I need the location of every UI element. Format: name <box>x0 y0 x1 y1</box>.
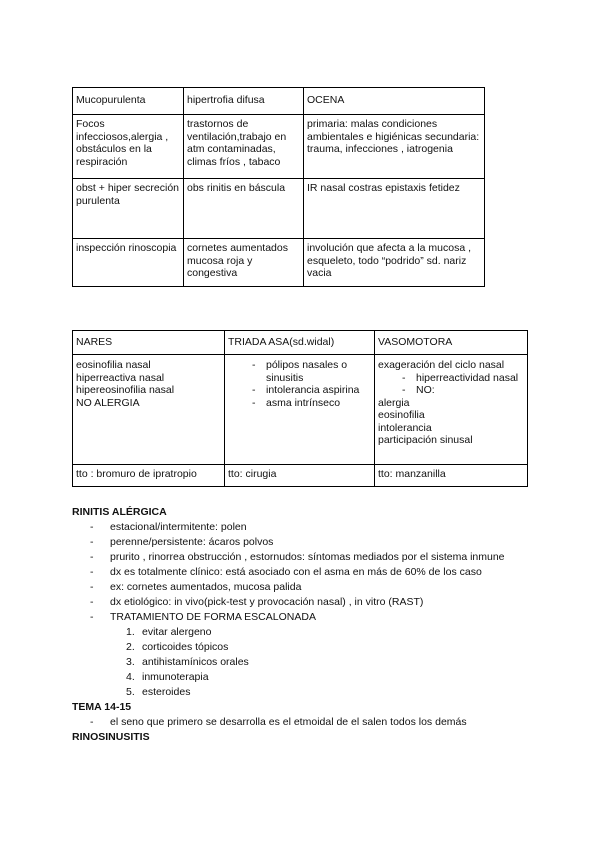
text-line: participación sinusal <box>378 434 473 446</box>
table-header-cell: VASOMOTORA <box>375 331 528 355</box>
table-header-cell: NARES <box>73 331 225 355</box>
list-number: 4. <box>126 671 135 683</box>
list-item <box>72 625 532 640</box>
list-item-text: inmunoterapia <box>142 671 209 683</box>
list-item: - estacional/intermitente: polen <box>72 520 532 535</box>
list-item <box>72 685 532 700</box>
asa-cell <box>225 355 375 465</box>
list-item <box>72 670 532 685</box>
treatment-list <box>72 625 532 700</box>
list-item: - hiperreactividad nasal <box>398 372 524 385</box>
list-item: - TRATAMIENTO DE FORMA ESCALONADA <box>72 610 532 625</box>
table-row <box>73 331 528 355</box>
list-item: - asma intrínseco <box>248 397 371 410</box>
table-cell: IR nasal costras epistaxis fetidez <box>304 179 485 239</box>
tema-bullets <box>72 715 532 730</box>
table-cell: Focos infecciosos,alergia , obstáculos en la respiración <box>73 115 184 179</box>
list-item: - ex: cornetes aumentados, mucosa palida <box>72 580 532 595</box>
table-row <box>73 115 485 179</box>
text-line: NO ALERGIA <box>76 396 140 409</box>
table-cell: Mucopurulenta <box>73 88 184 115</box>
list-number: 3. <box>126 656 135 668</box>
vasomotora-cell <box>375 355 528 465</box>
table-row <box>73 179 485 239</box>
list-item-text: antihistamínicos orales <box>142 656 249 668</box>
list-item: - prurito , rinorrea obstrucción , estornudos: síntomas mediados por el sistema inmune <box>72 550 532 565</box>
section-heading: RINOSINUSITIS <box>72 731 150 743</box>
text-line: eosinofilia nasal <box>76 359 151 371</box>
text-line: intolerancia <box>378 421 432 434</box>
rinitis-section <box>72 505 532 745</box>
table-cell: hipertrofia difusa <box>184 88 304 115</box>
list-item: - intolerancia aspirina <box>248 384 371 397</box>
table-header-cell: TRIADA ASA(sd.widal) <box>225 331 375 355</box>
table-row <box>73 465 528 487</box>
table-cell: tto : bromuro de ipratropio <box>73 465 225 487</box>
list-item-text: evitar alergeno <box>142 626 212 638</box>
list-item <box>72 640 532 655</box>
list-item-text: corticoides tópicos <box>142 641 229 653</box>
rinitis-bullets <box>72 520 532 625</box>
text-line: alergia <box>378 396 410 409</box>
list-number: 1. <box>126 626 135 638</box>
list-item <box>72 655 532 670</box>
vaso-list <box>378 372 524 397</box>
section-heading: RINITIS ALÉRGICA <box>72 506 167 518</box>
table-row <box>73 355 528 465</box>
nares-cell <box>73 355 225 465</box>
list-item: - el seno que primero se desarrolla es el etmoidal de el salen todos los demás <box>72 715 532 730</box>
list-item: - pólipos nasales o sinusitis <box>248 359 371 384</box>
text-line: exageración del ciclo nasal <box>378 359 505 371</box>
table-rhinitis-comparison <box>72 330 528 487</box>
table-cell: OCENA <box>304 88 485 115</box>
table-cell: tto: manzanilla <box>375 465 528 487</box>
table-cell: trastornos de ventilación,trabajo en atm contaminadas, climas fríos , tabaco <box>184 115 304 179</box>
list-item: - dx es totalmente clínico: está asociado con el asma en más de 60% de los caso <box>72 565 532 580</box>
list-item-text: esteroides <box>142 686 191 698</box>
table-cell: tto: cirugia <box>225 465 375 487</box>
list-number: 2. <box>126 641 135 653</box>
table-cell: involución que afecta a la mucosa , esqueleto, todo “podrido” sd. nariz vacia <box>304 239 485 287</box>
table-row <box>73 88 485 115</box>
table-cell: inspección rinoscopia <box>73 239 184 287</box>
list-number: 5. <box>126 686 135 698</box>
table-cell: cornetes aumentados mucosa roja y congestiva <box>184 239 304 287</box>
text-line: eosinofilia <box>378 409 425 421</box>
table-cell: obs rinitis en báscula <box>184 179 304 239</box>
table-rhinitis-types <box>72 87 485 287</box>
text-line: hiperreactiva nasal <box>76 371 165 384</box>
table-row <box>73 239 485 287</box>
table-cell: primaria: malas condiciones ambientales e higiénicas secundaria: trauma, infecciones , iatrogenia <box>304 115 485 179</box>
section-heading: TEMA 14-15 <box>72 701 132 713</box>
list-item: - dx etiológico: in vivo(pick-test y provocación nasal) , in vitro (RAST) <box>72 595 532 610</box>
text-line: hipereosinofilia nasal <box>76 384 175 396</box>
asa-list <box>228 359 371 409</box>
table-cell: obst + hiper secreción purulenta <box>73 179 184 239</box>
list-item: - perenne/persistente: ácaros polvos <box>72 535 532 550</box>
list-item: - NO: <box>398 384 524 397</box>
